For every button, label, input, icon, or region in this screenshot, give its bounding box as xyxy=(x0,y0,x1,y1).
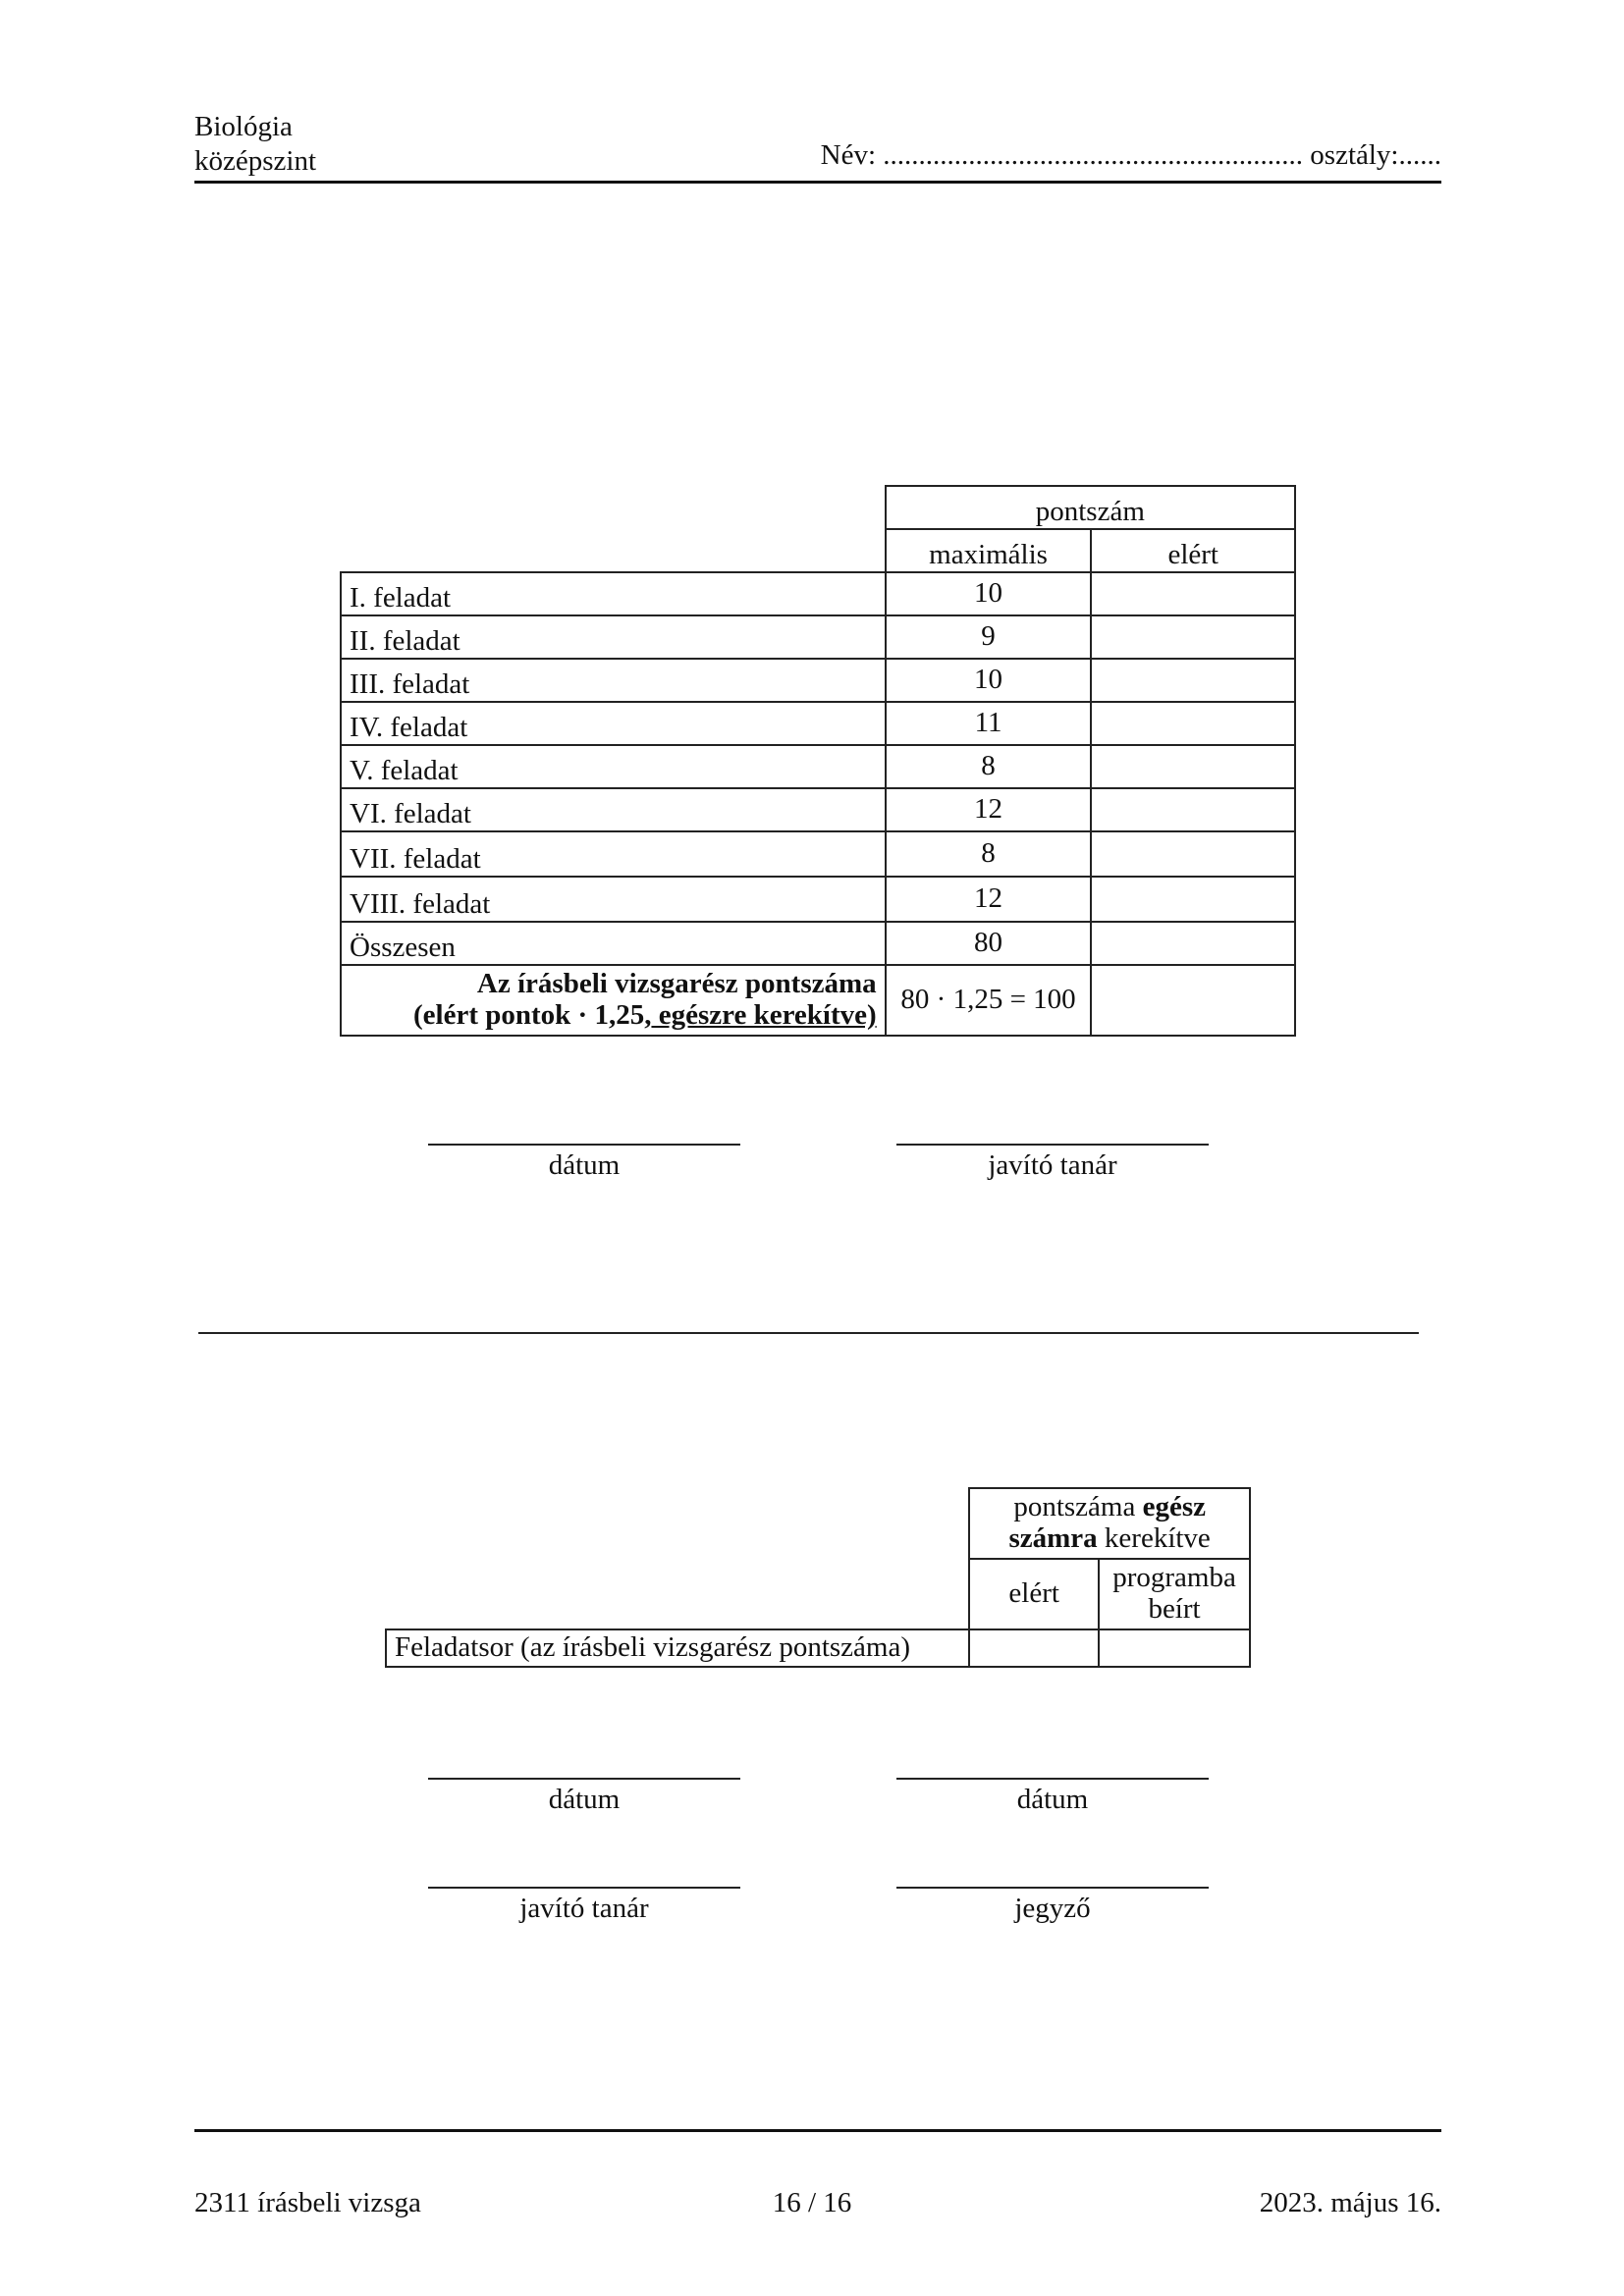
task-max: 12 xyxy=(886,877,1092,922)
header-rule xyxy=(194,181,1441,184)
summary-achieved-cell[interactable] xyxy=(969,1629,1099,1667)
signature-date-label: dátum xyxy=(548,1784,621,1815)
task-max: 8 xyxy=(886,745,1092,788)
task-achieved[interactable] xyxy=(1091,877,1295,922)
footer-date: 2023. május 16. xyxy=(1259,2187,1441,2218)
final-score-achieved[interactable] xyxy=(1091,965,1295,1036)
task-max: 11 xyxy=(886,702,1092,745)
signature-line xyxy=(896,1778,1209,1780)
task-achieved[interactable] xyxy=(1091,659,1295,702)
summary-col-achieved: elért xyxy=(969,1559,1099,1629)
signature-line xyxy=(428,1887,740,1889)
signature-line xyxy=(896,1144,1209,1146)
task-max: 12 xyxy=(886,788,1092,831)
footer-page-number: 16 / 16 xyxy=(772,2187,852,2218)
header-subject-block xyxy=(194,110,316,179)
header-name-field: Név: ........................................................... osztály:...... xyxy=(820,139,1441,171)
signature-line xyxy=(428,1144,740,1146)
total-max: 80 xyxy=(886,922,1092,965)
task-label: I. feladat xyxy=(341,572,886,615)
header-level: középszint xyxy=(194,145,317,177)
header-subject: Biológia xyxy=(194,111,293,142)
summary-program-cell[interactable] xyxy=(1099,1629,1250,1667)
summary-group-header: pontszáma egész számra kerekítve xyxy=(969,1488,1250,1559)
task-label: VI. feladat xyxy=(341,788,886,831)
signature-date-label: dátum xyxy=(1016,1784,1089,1815)
signature-date-label: dátum xyxy=(548,1149,621,1181)
signature-teacher-label: javító tanár xyxy=(519,1893,649,1924)
total-label: Összesen xyxy=(341,922,886,965)
task-label: VII. feladat xyxy=(341,831,886,877)
task-achieved[interactable] xyxy=(1091,572,1295,615)
task-max: 9 xyxy=(886,615,1092,659)
footer-exam-code: 2311 írásbeli vizsga xyxy=(194,2187,421,2218)
summary-table xyxy=(385,1487,1251,1668)
col-achieved-header: elért xyxy=(1091,529,1295,572)
final-score-label: Az írásbeli vizsgarész pontszáma (elért pontok · 1,25, egészre kerekítve) xyxy=(341,965,886,1036)
task-label: V. feladat xyxy=(341,745,886,788)
score-group-header: pontszám xyxy=(886,486,1295,529)
task-achieved[interactable] xyxy=(1091,745,1295,788)
summary-row-label: Feladatsor (az írásbeli vizsgarész pontszáma) xyxy=(386,1629,969,1667)
section-separator xyxy=(198,1332,1419,1334)
score-table xyxy=(340,485,1296,1037)
summary-col-program: programba beírt xyxy=(1099,1559,1250,1629)
signature-line xyxy=(428,1778,740,1780)
task-label: II. feladat xyxy=(341,615,886,659)
task-label: VIII. feladat xyxy=(341,877,886,922)
task-achieved[interactable] xyxy=(1091,788,1295,831)
task-max: 10 xyxy=(886,572,1092,615)
signature-notary-label: jegyző xyxy=(1014,1893,1091,1924)
task-label: IV. feladat xyxy=(341,702,886,745)
score-table-blank xyxy=(341,486,886,529)
task-max: 8 xyxy=(886,831,1092,877)
task-achieved[interactable] xyxy=(1091,831,1295,877)
task-achieved[interactable] xyxy=(1091,702,1295,745)
col-max-header: maximális xyxy=(886,529,1092,572)
signature-line xyxy=(896,1887,1209,1889)
task-achieved[interactable] xyxy=(1091,615,1295,659)
task-max: 10 xyxy=(886,659,1092,702)
task-label: III. feladat xyxy=(341,659,886,702)
footer-rule xyxy=(194,2129,1441,2132)
signature-teacher-label: javító tanár xyxy=(988,1149,1117,1181)
total-achieved[interactable] xyxy=(1091,922,1295,965)
final-score-formula: 80 · 1,25 = 100 xyxy=(886,965,1092,1036)
